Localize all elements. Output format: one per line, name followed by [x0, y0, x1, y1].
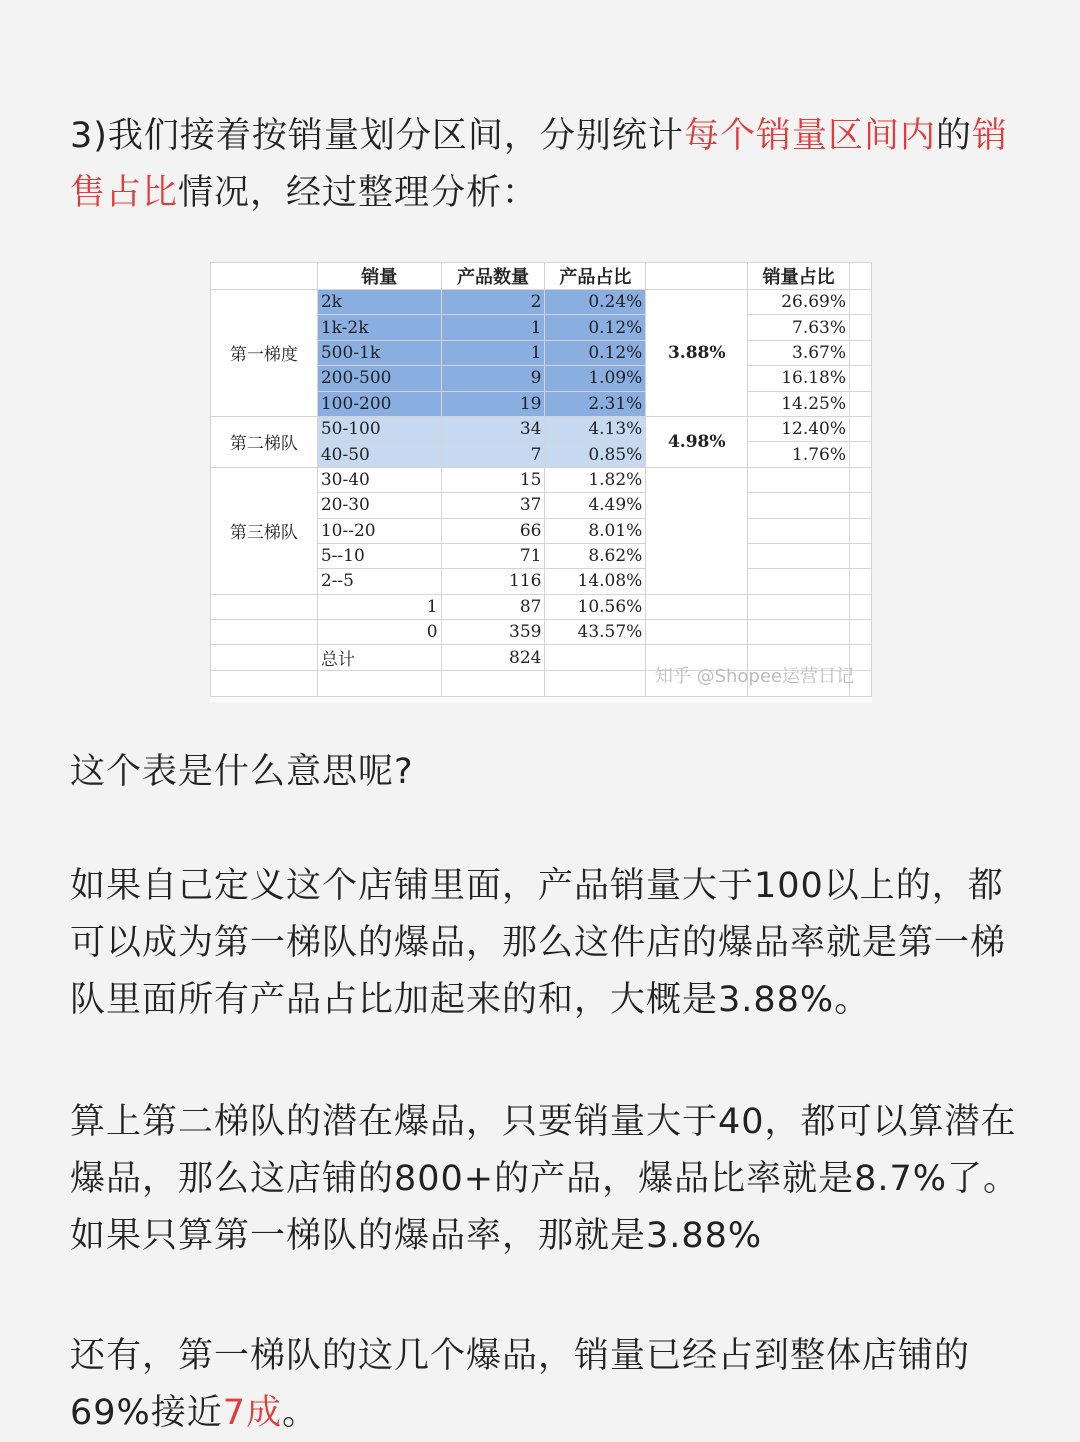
- table-row: 500-1k 1 0.12% 3.67%: [211, 340, 872, 365]
- watermark: 知乎 @Shopee运营日记: [654, 666, 854, 687]
- paragraph-conclusion: 还有，第一梯队的这几个爆品，销量已经占到整体店铺的69%接近7成。: [70, 1336, 971, 1433]
- header-sales-share: 销量占比: [748, 263, 850, 290]
- total-count: 824: [441, 645, 545, 671]
- table-row: 0 359 43.57%: [211, 620, 872, 645]
- tier-total: 3.88%: [646, 290, 748, 417]
- table-row: 2--5 116 14.08%: [211, 569, 872, 594]
- header-share: 产品占比: [545, 263, 646, 290]
- total-label: 总计: [317, 645, 441, 671]
- tier-label: 第一梯度: [211, 290, 318, 417]
- table-row: 第三梯队 30-40 15 1.82%: [211, 467, 872, 492]
- table-row: 20-30 37 4.49%: [211, 493, 872, 518]
- table-row: 40-50 7 0.85% 1.76%: [211, 442, 872, 467]
- paragraph-tier2: 算上第二梯队的潜在爆品，只要销量大于40，都可以算潜在爆品，那么这店铺的800+的产品，爆品比率就是8.7%了。如果只算第一梯队的爆品率，那就是3.88%: [70, 1102, 1020, 1256]
- paragraph-tier1: 如果自己定义这个店铺里面，产品销量大于100以上的，都可以成为第一梯队的爆品，那么这件店的爆品率就是第一梯队里面所有产品占比加起来的和，大概是3.88%。: [70, 866, 1007, 1020]
- table-header-row: [211, 263, 872, 290]
- table-row: 第二梯队 50-100 34 4.13% 4.98% 12.40%: [211, 416, 872, 441]
- table-row: 1k-2k 1 0.12% 7.63%: [211, 315, 872, 340]
- header-count: 产品数量: [441, 263, 545, 290]
- table-row: 10--20 66 8.01%: [211, 518, 872, 543]
- spreadsheet-image: [210, 262, 872, 702]
- header-range: 销量: [317, 263, 441, 290]
- question-paragraph: 这个表是什么意思呢?: [70, 752, 414, 792]
- table-row: 5--10 71 8.62%: [211, 543, 872, 568]
- intro-paragraph: 3)我们接着按销量划分区间，分别统计每个销量区间内的销售占比情况，经过整理分析：: [70, 116, 1008, 213]
- tier-total: 4.98%: [646, 416, 748, 467]
- table-row: 1 87 10.56%: [211, 594, 872, 619]
- tier-label: 第二梯队: [211, 416, 318, 467]
- highlight-text: 7成: [222, 1393, 283, 1433]
- highlight-text: 销售占比: [70, 116, 1008, 213]
- table-row: 第一梯度 2k 2 0.24% 3.88% 26.69%: [211, 290, 872, 315]
- table-row: 200-500 9 1.09% 16.18%: [211, 366, 872, 391]
- tier-label: 第三梯队: [211, 467, 318, 594]
- sales-table: [210, 262, 872, 697]
- highlight-text: 每个销量区间内: [683, 116, 936, 156]
- table-row: 100-200 19 2.31% 14.25%: [211, 391, 872, 416]
